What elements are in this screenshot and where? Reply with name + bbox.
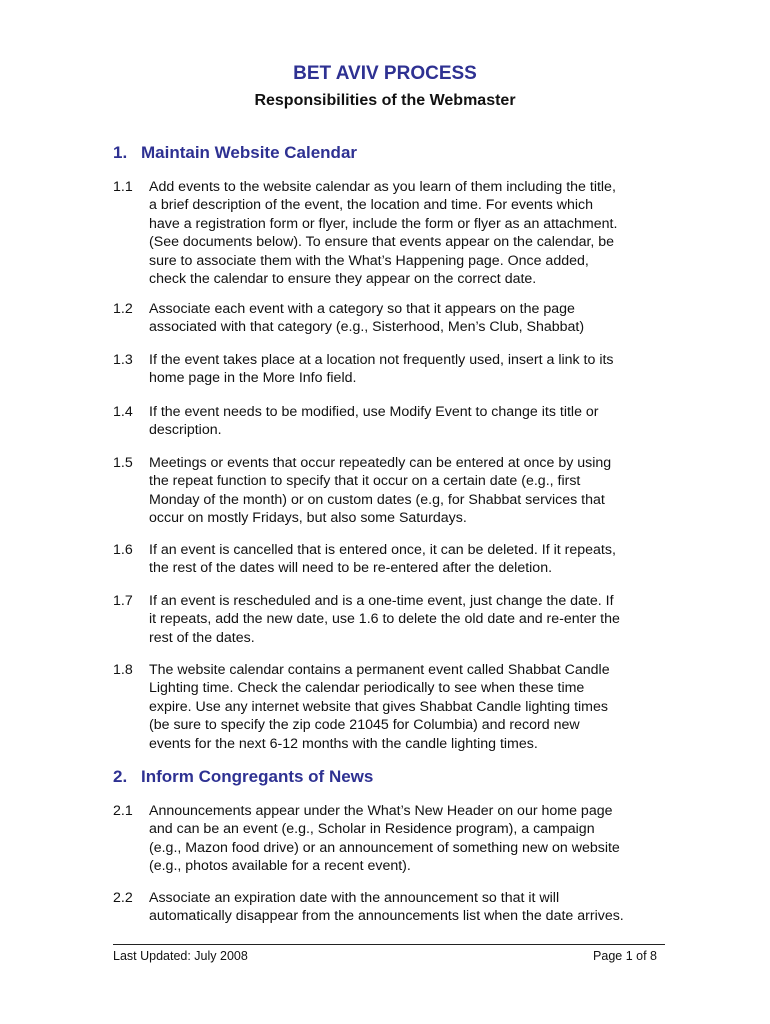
item-line: automatically disappear from the announcements list when the date arrives.	[149, 908, 624, 925]
item-line: occur on mostly Fridays, but also some Saturdays.	[149, 510, 467, 527]
item-line: The website calendar contains a permanent event called Shabbat Candle	[149, 662, 610, 678]
item-text	[149, 802, 661, 876]
footer-divider	[113, 944, 665, 945]
section-number: 1.	[113, 143, 128, 162]
item-text	[149, 889, 661, 926]
item-number: 1.1	[113, 179, 133, 195]
item-text	[149, 403, 661, 440]
item-line: expire. Use any internet website that gives Shabbat Candle lighting times	[149, 698, 608, 715]
item-text	[149, 300, 661, 337]
item-line: If the event needs to be modified, use Modify Event to change its title or	[149, 404, 599, 420]
section-title: Inform Congregants of News	[141, 767, 374, 786]
item-number: 1.2	[113, 301, 133, 317]
item-line: (See documents below). To ensure that events appear on the calendar, be	[149, 234, 615, 251]
item-number: 1.6	[113, 542, 133, 558]
item-line: Meetings or events that occur repeatedly can be entered at once by using	[149, 455, 612, 471]
item-line: Monday of the month) or on custom dates (e.g, for Shabbat services that	[149, 491, 605, 508]
item-text	[149, 592, 661, 647]
item-line: Add events to the website calendar as you learn of them including the title,	[149, 179, 616, 195]
item-line: Associate an expiration date with the announcement so that it will	[149, 890, 560, 906]
item-line: If an event is cancelled that is entered once, it can be deleted. If it repeats,	[149, 542, 616, 558]
item-number: 2.2	[113, 890, 133, 906]
item-line: (e.g., photos available for a recent event).	[149, 858, 411, 875]
item-line: it repeats, add the new date, use 1.6 to delete the old date and re-enter the	[149, 611, 620, 628]
item-line: description.	[149, 422, 222, 439]
footer-last-updated: Last Updated: July 2008	[113, 949, 248, 963]
item-number: 1.4	[113, 404, 133, 420]
item-number: 1.8	[113, 662, 133, 678]
item-line: have a registration form or flyer, include the form or flyer as an attachment.	[149, 215, 618, 232]
item-text	[149, 178, 661, 288]
item-line: the rest of the dates will need to be re-entered after the deletion.	[149, 560, 553, 577]
item-line: (be sure to specify the zip code 21045 for Columbia) and record new	[149, 717, 580, 734]
document-subtitle: Responsibilities of the Webmaster	[254, 92, 516, 109]
item-line: Lighting time. Check the calendar periodically to see when these time	[149, 680, 585, 697]
item-line: the repeat function to specify that it occur on a certain date (e.g., first	[149, 473, 581, 490]
document-title: BET AVIV PROCESS	[293, 63, 477, 84]
item-line: Associate each event with a category so that it appears on the page	[149, 301, 575, 317]
item-number: 1.5	[113, 455, 133, 471]
item-line: events for the next 6-12 months with the candle lighting times.	[149, 735, 538, 752]
section-heading	[113, 143, 357, 163]
section-title: Maintain Website Calendar	[141, 143, 358, 162]
item-line: home page in the More Info field.	[149, 370, 357, 387]
item-line: rest of the dates.	[149, 629, 255, 646]
item-text	[149, 454, 661, 528]
item-line: Announcements appear under the What’s New Header on our home page	[149, 803, 613, 819]
item-text	[149, 541, 661, 578]
item-line: (e.g., Mazon food drive) or an announcement of something new on website	[149, 839, 620, 856]
item-line: If the event takes place at a location not frequently used, insert a link to its	[149, 352, 614, 368]
item-line: and can be an event (e.g., Scholar in Residence program), a campaign	[149, 821, 595, 838]
item-text	[149, 351, 661, 388]
section-number: 2.	[113, 767, 128, 786]
item-line: check the calendar to ensure they appear on the correct date.	[149, 271, 537, 288]
item-text	[149, 661, 661, 753]
item-number: 2.1	[113, 803, 133, 819]
item-line: associated with that category (e.g., Sisterhood, Men’s Club, Shabbat)	[149, 319, 585, 336]
section-heading	[113, 767, 373, 787]
item-line: sure to associate them with the What’s Happening page. Once added,	[149, 252, 589, 269]
item-number: 1.7	[113, 593, 133, 609]
footer-page-number: Page 1 of 8	[593, 949, 657, 963]
item-line: a brief description of the event, the location and time. For events which	[149, 197, 593, 214]
item-number: 1.3	[113, 352, 133, 368]
item-line: If an event is rescheduled and is a one-time event, just change the date. If	[149, 593, 614, 609]
